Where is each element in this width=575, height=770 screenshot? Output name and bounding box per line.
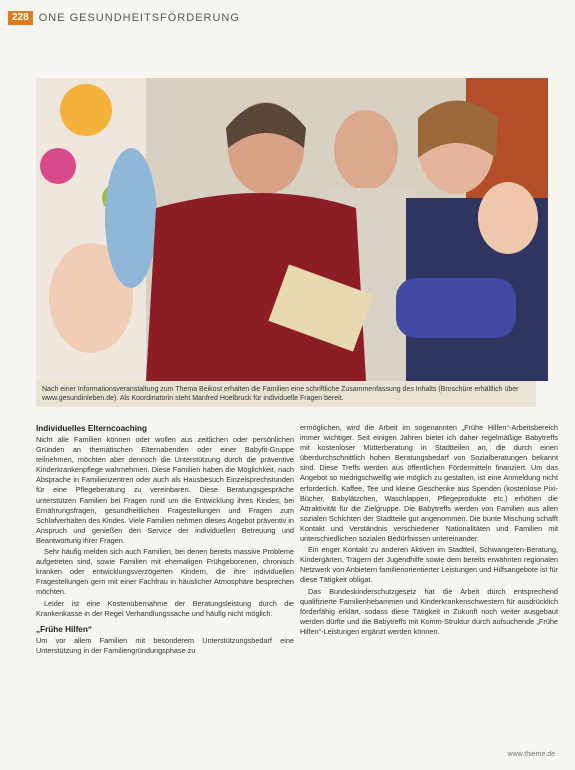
- paragraph: Ein enger Kontakt zu anderen Aktiven im Stadtteil, Schwangeren-Beratung, Kindergärten, Trägern der Jugendhilfe sowie dem bereits erwähnten regionalen Netzwerk von Anbietern familienorientierter Leistungen und Hilfsangebote ist für diese Tätigkeit obligat.: [300, 545, 558, 585]
- paragraph: Leider ist eine Kostenübernahme der Beratungsleistung durch die Krankenkasse in der Regel Verhandlungssache und häufig nicht möglich.: [36, 598, 294, 618]
- paragraph: Nicht alle Familien können oder wollen aus zeitlichen oder persönlichen Gründen an thematischen Elternabenden oder einer Babyfit-Gruppe teilnehmen, möchten aber dennoch die Unterstützung durch die präventive Kinderkrankenpflege wahrnehmen. Diese Familien haben die Möglichkeit, nach Absprache in Familienzentren oder auch als Hausbesuch Einzelsprechstunden für eine Pflegeberatung zu vereinbaren. Diese Beratungsgespräche unterstützen Familien bei Fragen rund um die Entwicklung ihres Kindes, bei Ernährungsfragen, gesundheitlichen Fragestellungen und Fragen zum Schlafverhalten des Kindes. Viele Familien nehmen dieses Angebot präventiv in Anspruch und genießen den Service der individuellen Betreuung und Beantwortung ihrer Fragen.: [36, 435, 294, 545]
- section-title: ONE GESUNDHEITSFÖRDERUNG: [38, 12, 240, 24]
- photo-caption: Nach einer Informationsveranstaltung zum Thema Beikost erhalten die Familien eine schriftliche Zusammenfassung des Inhalts (Broschüre erhältlich über www.gesundinleben.de). Als Koordinatorin steht Manfred Hoelbruck für individuelle Fragen bereit.: [36, 381, 536, 407]
- footer-url: www.thieme.de: [507, 751, 555, 758]
- heading-elterncoaching: Individuelles Elterncoaching: [36, 424, 148, 433]
- paragraph: Sehr häufig melden sich auch Familien, bei denen bereits massive Probleme aufgetreten sind, sowie Familien mit ehemaligen Frühgeborenen, chronisch kranken oder entwicklungsverzögerten Kindern, die ihre individuellen Fragestellungen gern mit einer Fachfrau in häuslicher Atmosphäre besprechen möchten.: [36, 547, 294, 597]
- page-header: [8, 11, 240, 25]
- right-column: [300, 423, 558, 638]
- paragraph: Um vor allem Familien mit besonderem Unterstützungsbedarf eine Unterstützung in der Familiengründungsphase zu: [36, 635, 294, 655]
- left-column: [36, 423, 294, 657]
- paragraph: ermöglichen, wird die Arbeit im sogenannten „Frühe Hilfen“-Arbeitsbereich immer wichtiger. Seit einigen Jahren bietet ich daher regelmäßige Babytreffs mit kostenloser Mütterberatung in Stadtteilen an, die durch einen überdurchschnittlich hohen Beratungsbedarf von Sozialberatungen bekannt sind. Diese Treffs werden aus öffentlichen Fördermitteln finanziert. Um das Angebot so niedrigschwellig wie möglich zu gestalten, ist eine Anmeldung nicht erforderlich. Kaffee, Tee und kleine Geschenke aus Spenden (kostenlose Pixi-Bücher, Babylätzchen, Waschlappen, Pflegeprodukte etc.) erhöhen die Attraktivität für die Zielgruppe. Die Babytreffs werden von Familien aus allen sozialen Schichten der Stadtteile gut angenommen. Die bunte Mischung schafft Kontakt und Verständnis verschiedener Nationalitäten und Familien mit unterschiedlichen sozialen Bedürfnissen untereinander.: [300, 423, 558, 544]
- page-number: 228: [8, 11, 33, 25]
- heading-fruehe-hilfen: „Frühe Hilfen“: [36, 624, 92, 634]
- family-counseling-photo: [36, 78, 548, 381]
- paragraph: Das Bundeskinderschutzgesetz hat die Arbeit durch entsprechend qualifizierte Familienhebammen und Kinderkrankenschwestern für ausdrücklich förderfähig erklärt, sodass diese Tätigkeit in Zukunft noch weiter ausgebaut werden dürfte und die Babytreffs mit Komm-Struktur durch aufsuchende „Frühe Hilfen“-Leistungen ergänzt werden können.: [300, 586, 558, 636]
